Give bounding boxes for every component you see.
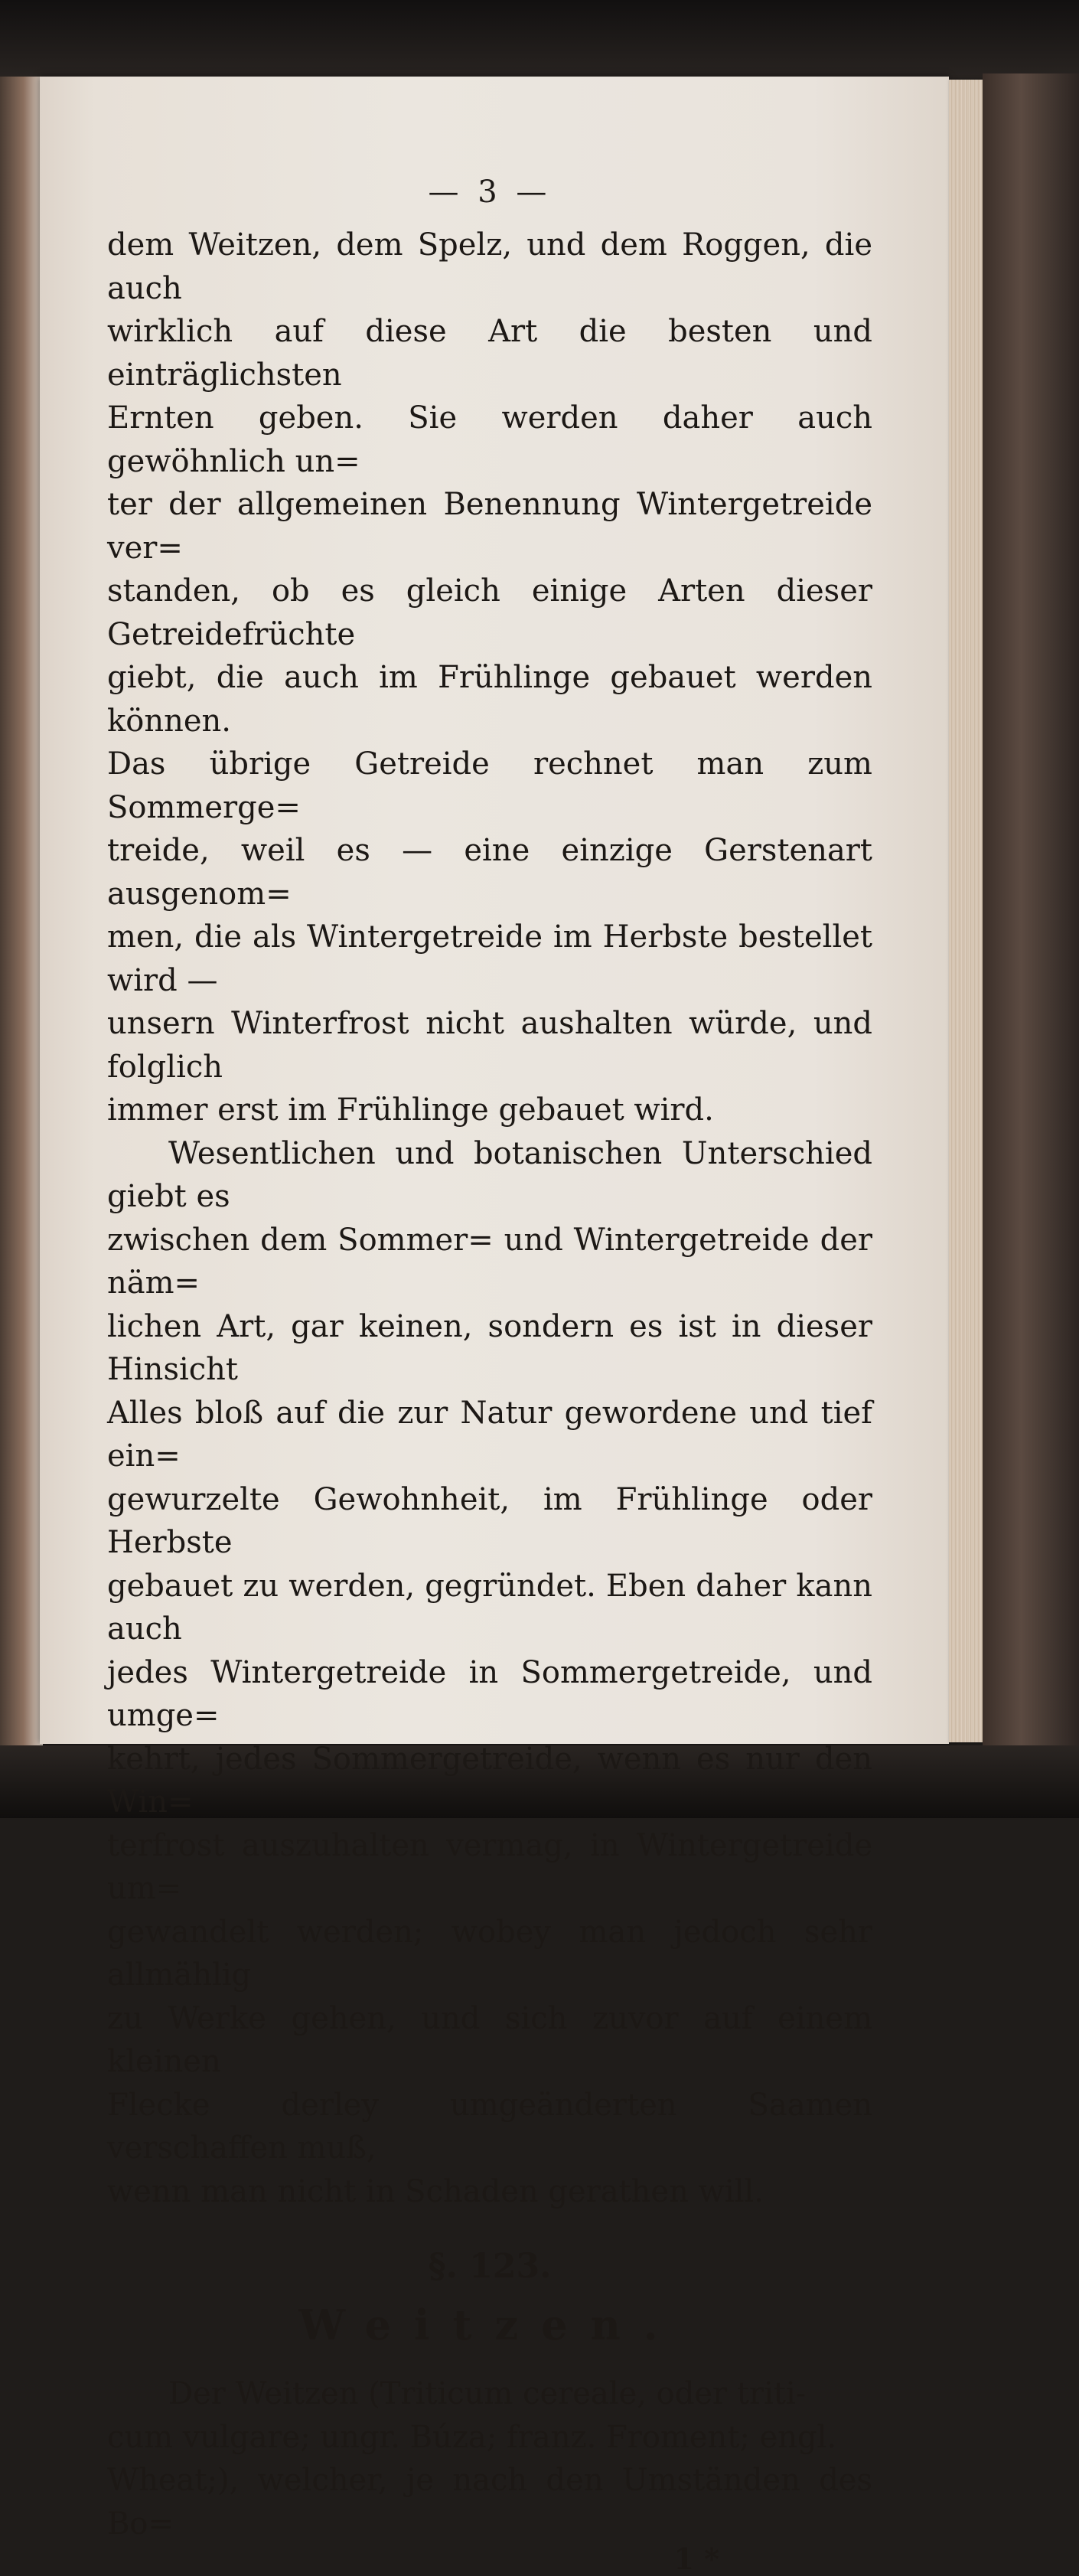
book-binding-left — [0, 77, 43, 1753]
page-number: — 3 — — [428, 175, 552, 210]
text-line: Flecke derley umgeänderten Saamen verschaffen muß, — [107, 2087, 872, 2166]
paragraph-3 — [107, 2372, 872, 2545]
text-line: terfrost auszuhalten vermag, in Wintergetreide um= — [107, 1827, 872, 1906]
text-line: Wesentlichen und botanischen Unterschied giebt es — [107, 1135, 872, 1214]
text-line: cum vulgare; ungr. Búza; franz. Froment; engl. — [107, 2419, 837, 2455]
text-line: Wheat;), welcher, je nach den Umständen des Bo= — [107, 2463, 872, 2542]
book-cover-right — [983, 73, 1079, 1750]
background-top — [0, 0, 1079, 84]
page-edges — [949, 80, 983, 1742]
text-line: kehrt, jedes Sommergetreide, wenn es nur den Win= — [107, 1741, 872, 1820]
text-line: lichen Art, gar keinen, sondern es ist in dieser Hinsicht — [107, 1308, 872, 1387]
text-line: immer erst im Frühlinge gebauet wird. — [107, 1092, 714, 1128]
text-line: gebauet zu werden, gegründet. Eben daher kann auch — [107, 1568, 872, 1647]
text-line: Das übrige Getreide rechnet man zum Sommerge= — [107, 746, 872, 825]
section-title: Weitzen. — [298, 2300, 681, 2349]
text-line: Der Weitzen (Triticum cereale, oder triti- — [168, 2376, 807, 2411]
text-line: wenn man nicht in Schaden gerathen will. — [107, 2173, 764, 2209]
text-line: wirklich auf diese Art die besten und einträglichsten — [107, 314, 872, 393]
section-number: §. 123. — [428, 2247, 552, 2286]
text-line: gewandelt werden; wobey man jedoch sehr allmählig — [107, 1914, 872, 1993]
text-line: giebt, die auch im Frühlinge gebauet werden können. — [107, 660, 872, 739]
signature-mark: 1 * — [673, 2542, 719, 2576]
text-line: ter der allgemeinen Benennung Wintergetreide ver= — [107, 487, 872, 566]
text-line: Alles bloß auf die zur Natur gewordene und tief ein= — [107, 1395, 872, 1474]
text-line: gewurzelte Gewohnheit, im Frühlinge oder Herbste — [107, 1481, 872, 1560]
text-line: zu Werke gehen, und sich zuvor auf einem kleinen — [107, 2000, 872, 2079]
text-line: men, die als Wintergetreide im Herbste bestellet wird — — [107, 919, 872, 998]
paragraph-2 — [107, 1132, 872, 2214]
page-text — [107, 168, 872, 2576]
text-line: Ernten geben. Sie werden daher auch gewöhnlich un= — [107, 400, 872, 479]
text-line: standen, ob es gleich einige Arten dieser Getreidefrüchte — [107, 573, 872, 652]
text-line: unsern Winterfrost nicht aushalten würde, und folglich — [107, 1006, 872, 1085]
text-line: treide, weil es — eine einzige Gerstenart ausgenom= — [107, 833, 872, 912]
text-line: jedes Wintergetreide in Sommergetreide, und umge= — [107, 1654, 872, 1733]
paragraph-1 — [107, 224, 872, 1132]
text-line: dem Weitzen, dem Spelz, und dem Roggen, die auch — [107, 227, 872, 306]
text-line: zwischen dem Sommer= und Wintergetreide der näm= — [107, 1222, 872, 1301]
